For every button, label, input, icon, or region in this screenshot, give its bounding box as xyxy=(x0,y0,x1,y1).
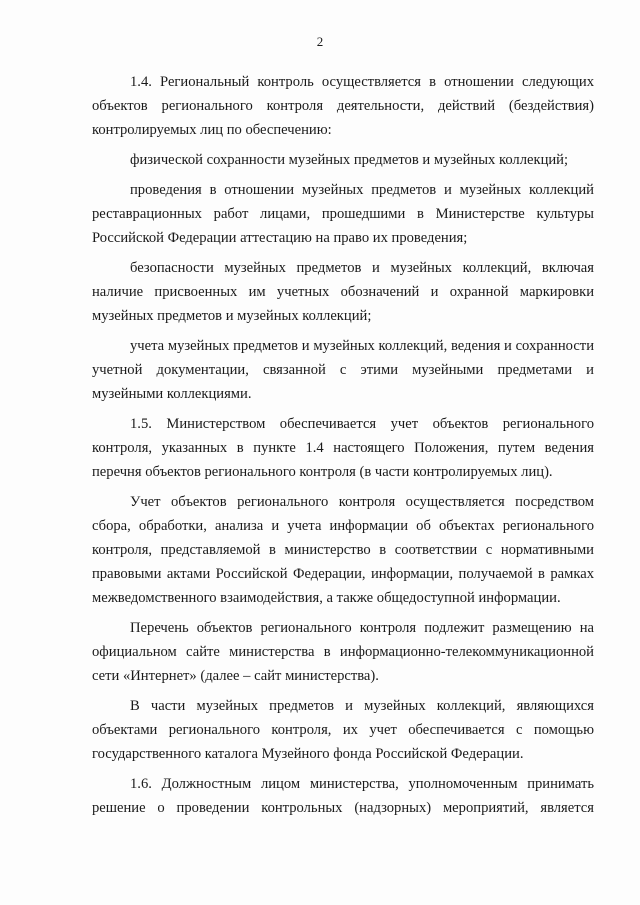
paragraph-1-5: 1.5. Министерством обеспечивается учет объектов регионального контроля, указанных в пункте 1.4 настоящего Положения, путем ведения перечня объектов регионального контроля (в части контролируемых лиц). xyxy=(92,416,594,480)
paragraph-security: безопасности музейных предметов и музейных коллекций, включая наличие присвоенных им учетных обозначений и охранной маркировки музейных предметов и музейных коллекций; xyxy=(92,260,594,324)
paragraph-1-4: 1.4. Региональный контроль осуществляется в отношении следующих объектов регионального контроля деятельности, действий (бездействия) контролируемых лиц по обеспечению: xyxy=(92,74,594,138)
paragraph-accounting-process: Учет объектов регионального контроля осуществляется посредством сбора, обработки, анализа и учета информации об объектах регионального контроля, представляемой в министерство в соответствии с нормативными правовыми актами Российской Федерации, информации, получаемой в рамках межведомственного взаимодействия, а также общедоступной информации. xyxy=(92,494,594,606)
paragraph-accounting: учета музейных предметов и музейных коллекций, ведения и сохранности учетной документации, связанной с этими музейными предметами и музейными коллекциями. xyxy=(92,338,594,402)
paragraph-restoration: проведения в отношении музейных предметов и музейных коллекций реставрационных работ лицами, прошедшими в Министерстве культуры Российской Федерации аттестацию на право их проведения; xyxy=(92,182,594,246)
paragraph-list-publication: Перечень объектов регионального контроля подлежит размещению на официальном сайте министерства в информационно-телекоммуникационной сети «Интернет» (далее – сайт министерства). xyxy=(92,620,594,684)
paragraph-physical-safety: физической сохранности музейных предметов и музейных коллекций; xyxy=(130,152,569,168)
paragraph-1-6: 1.6. Должностным лицом министерства, уполномоченным принимать решение о проведении контрольных (надзорных) мероприятий, является xyxy=(92,776,594,816)
document-body xyxy=(92,70,594,826)
page-number: 2 xyxy=(316,34,324,49)
paragraph-state-catalog: В части музейных предметов и музейных коллекций, являющихся объектами регионального контроля, их учет обеспечивается с помощью государственного каталога Музейного фонда Российской Федерации. xyxy=(92,698,594,762)
